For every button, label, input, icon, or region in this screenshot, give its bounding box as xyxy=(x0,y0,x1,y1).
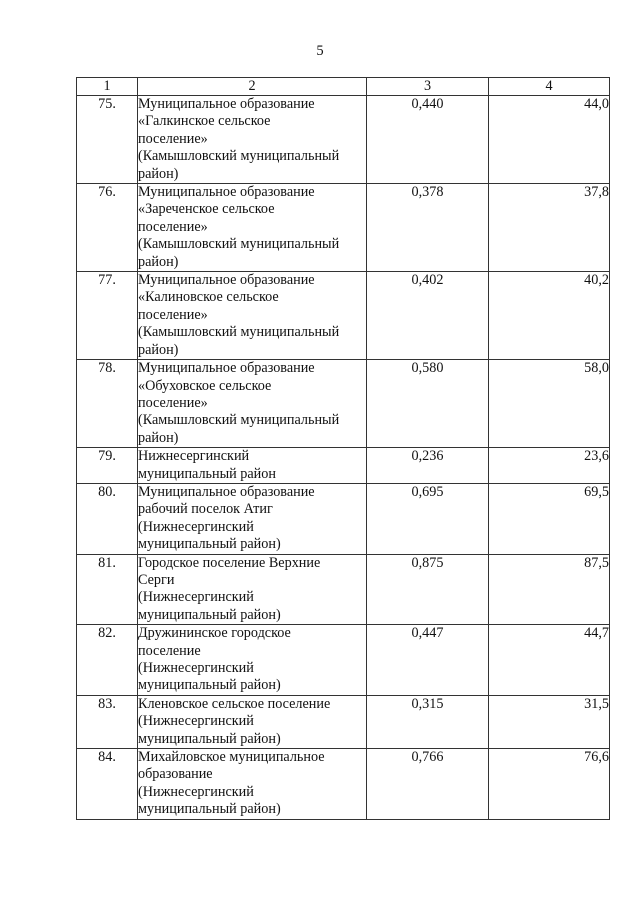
municipality-name xyxy=(138,749,367,820)
amount-value: 31,5 xyxy=(489,695,610,748)
municipality-name xyxy=(138,554,367,625)
municipality-name-line: Муниципальное образование xyxy=(138,360,315,377)
row-number: 84. xyxy=(77,749,138,820)
table-header xyxy=(77,78,610,96)
coefficient-value: 0,447 xyxy=(367,625,489,696)
municipality-name xyxy=(138,272,367,360)
municipality-name-line: Муниципальное образование xyxy=(138,272,315,289)
row-number: 82. xyxy=(77,625,138,696)
municipality-name-line: Михайловское муниципальное xyxy=(138,749,325,766)
municipality-name-line: поселение» xyxy=(138,130,208,147)
municipality-name-line: (Нижнесергинский xyxy=(138,783,254,800)
table-row xyxy=(77,360,610,448)
amount-value: 23,6 xyxy=(489,448,610,484)
municipality-name-line: (Камышловский муниципальный xyxy=(138,412,340,429)
municipality-name-line: (Нижнесергинский xyxy=(138,518,254,535)
municipality-name-line: «Обуховское сельское xyxy=(138,377,272,394)
table-row xyxy=(77,695,610,748)
municipality-name xyxy=(138,625,367,696)
municipality-name-line: муниципальный район xyxy=(138,465,276,482)
row-number: 80. xyxy=(77,483,138,554)
municipality-name-line: рабочий поселок Атиг xyxy=(138,501,273,518)
row-number: 77. xyxy=(77,272,138,360)
municipality-name-line: «Галкинское сельское xyxy=(138,113,271,130)
municipality-name-line: Нижнесергинский xyxy=(138,448,250,465)
municipality-name-line: Дружининское городское xyxy=(138,625,291,642)
municipality-name-line: Муниципальное образование xyxy=(138,184,315,201)
amount-value: 87,5 xyxy=(489,554,610,625)
municipality-name-line: Муниципальное образование xyxy=(138,96,315,112)
municipality-name-line: район) xyxy=(138,341,179,358)
amount-value: 58,0 xyxy=(489,360,610,448)
municipality-name-line: поселение» xyxy=(138,394,208,411)
amount-value: 76,6 xyxy=(489,749,610,820)
municipality-name-line: муниципальный район) xyxy=(138,536,281,553)
table-row xyxy=(77,554,610,625)
amount-value: 40,2 xyxy=(489,272,610,360)
coefficient-value: 0,580 xyxy=(367,360,489,448)
municipality-name xyxy=(138,96,367,184)
row-number: 78. xyxy=(77,360,138,448)
municipality-name xyxy=(138,695,367,748)
municipality-name-line: (Нижнесергинский xyxy=(138,660,254,676)
municipality-name-line: муниципальный район) xyxy=(138,677,281,694)
municipality-name-line: (Нижнесергинский xyxy=(138,589,254,606)
municipality-name xyxy=(138,360,367,448)
coefficient-value: 0,236 xyxy=(367,448,489,484)
table-row xyxy=(77,448,610,484)
municipality-name-line: «Зареченское сельское xyxy=(138,201,275,218)
municipality-name-line: (Камышловский муниципальный xyxy=(138,148,340,165)
municipality-name xyxy=(138,483,367,554)
row-number: 76. xyxy=(77,184,138,272)
municipality-name-line: Серги xyxy=(138,571,175,588)
row-number: 83. xyxy=(77,695,138,748)
municipality-name-line: поселение» xyxy=(138,306,208,323)
header-row xyxy=(77,78,610,96)
table-row xyxy=(77,184,610,272)
row-number: 79. xyxy=(77,448,138,484)
data-table xyxy=(76,77,610,820)
coefficient-value: 0,440 xyxy=(367,96,489,184)
table-row xyxy=(77,625,610,696)
municipality-name-line: Кленовское сельское поселение xyxy=(138,695,331,712)
municipality-name-line: район) xyxy=(138,253,179,270)
municipality-name-line: (Камышловский муниципальный xyxy=(138,236,340,253)
municipality-name-line: район) xyxy=(138,165,179,182)
municipality-name-line: муниципальный район) xyxy=(138,730,281,747)
municipality-name-line: Муниципальное образование xyxy=(138,483,315,500)
municipality-name xyxy=(138,448,367,484)
municipality-name-line: (Нижнесергинский xyxy=(138,713,254,730)
table-body xyxy=(77,96,610,820)
municipality-name-line: образование xyxy=(138,766,213,783)
coefficient-value: 0,402 xyxy=(367,272,489,360)
table-row xyxy=(77,749,610,820)
municipality-name-line: (Камышловский муниципальный xyxy=(138,324,340,341)
municipality-name-line: район) xyxy=(138,429,179,446)
municipality-name-line: муниципальный район) xyxy=(138,801,281,818)
column-header-4: 4 xyxy=(489,78,610,96)
municipality-name-line: поселение» xyxy=(138,218,208,235)
coefficient-value: 0,378 xyxy=(367,184,489,272)
column-header-2: 2 xyxy=(138,78,367,96)
amount-value: 44,0 xyxy=(489,96,610,184)
table-row xyxy=(77,483,610,554)
column-header-1: 1 xyxy=(77,78,138,96)
coefficient-value: 0,315 xyxy=(367,695,489,748)
municipality-name-line: муниципальный район) xyxy=(138,606,281,623)
municipality-name-line: Городское поселение Верхние xyxy=(138,554,321,571)
row-number: 81. xyxy=(77,554,138,625)
amount-value: 69,5 xyxy=(489,483,610,554)
row-number: 75. xyxy=(77,96,138,184)
coefficient-value: 0,766 xyxy=(367,749,489,820)
amount-value: 37,8 xyxy=(489,184,610,272)
column-header-3: 3 xyxy=(367,78,489,96)
municipality-name xyxy=(138,184,367,272)
amount-value: 44,7 xyxy=(489,625,610,696)
coefficient-value: 0,695 xyxy=(367,483,489,554)
coefficient-value: 0,875 xyxy=(367,554,489,625)
municipality-name-line: «Калиновское сельское xyxy=(138,289,279,306)
page-number: 5 xyxy=(316,43,324,59)
table-row xyxy=(77,96,610,184)
table-row xyxy=(77,272,610,360)
municipality-name-line: поселение xyxy=(138,642,201,659)
